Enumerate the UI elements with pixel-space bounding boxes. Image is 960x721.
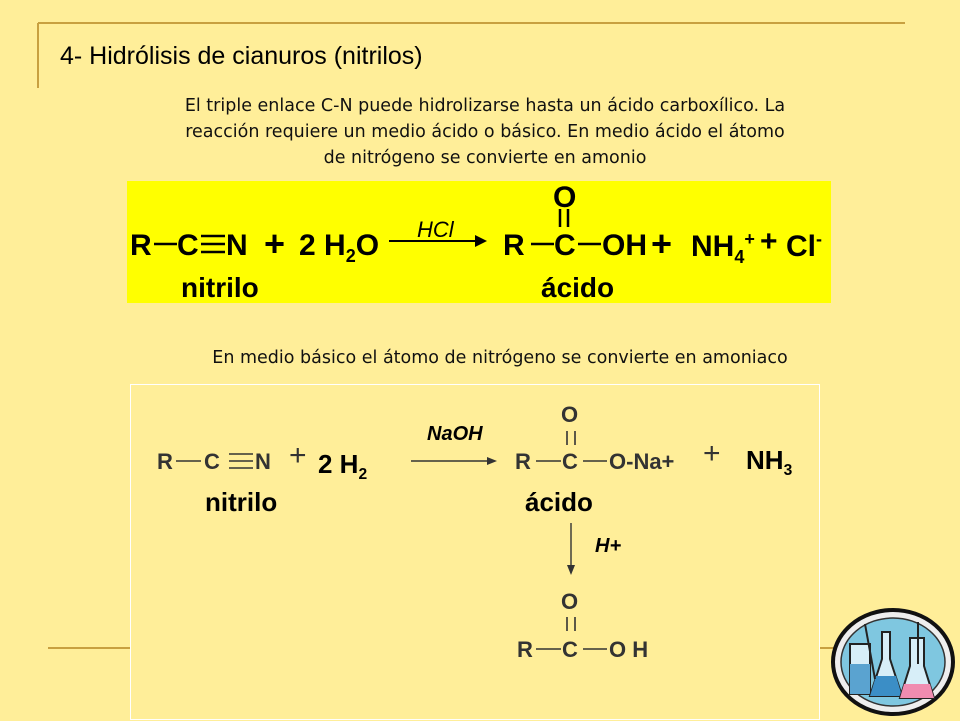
acid-c: C <box>177 229 199 262</box>
intro-line-1: El triple enlace C-N puede hidrolizarse hasta un ácido carboxílico. La <box>184 96 786 116</box>
acid-plus-3: + <box>760 225 778 258</box>
basic-plus-1: + <box>289 439 307 472</box>
intro-line-3: de nitrógeno se convierte en amonio <box>323 148 647 168</box>
basic-water: 2 $H_2$ <box>318 449 368 484</box>
intro-line-2: reacción requiere un medio ácido o básico. En medio ácido el átomo <box>185 122 785 142</box>
basic-r3: R <box>517 637 533 662</box>
acid-plus-2: + <box>651 223 673 264</box>
acid-r: R <box>130 229 152 262</box>
acid-label-acido: ácido <box>541 272 615 303</box>
basic-oh: O H <box>609 637 649 662</box>
acid-label-nitrilo: nitrilo <box>181 272 259 303</box>
acid-chloride: Cl- <box>786 229 822 263</box>
slide-title: 4- Hidrólisis de cianuros (nitrilos) <box>60 42 423 70</box>
basic-label-acido: ácido <box>525 487 593 517</box>
lab-flasks-icon <box>830 604 956 716</box>
acid-plus-1: + <box>264 223 286 264</box>
basic-c: C <box>204 449 220 474</box>
acid-catalyst: HCl <box>417 217 454 242</box>
acid-ammonium: $NH_4^+$ <box>691 229 755 267</box>
acid-o-top: O <box>553 181 577 214</box>
basic-plus-2: + <box>703 437 721 470</box>
acid-n: N <box>226 229 248 262</box>
acid-water: 2 $H_2O$ <box>299 229 380 266</box>
basic-c2: C <box>562 449 578 474</box>
basic-label-nitrilo: nitrilo <box>205 487 278 517</box>
basic-o-top: O <box>561 402 579 427</box>
acid-oh: OH <box>602 229 647 262</box>
basic-acid-catalyst: H+ <box>595 535 622 557</box>
basic-r: R <box>157 449 173 474</box>
basic-ammonia: $NH_3$ <box>746 445 793 480</box>
basic-paragraph: En medio básico el átomo de nitrógeno se convierte en amoniaco <box>212 348 788 368</box>
basic-o-top-2: O <box>561 589 579 614</box>
basic-ona: O-Na+ <box>609 449 675 474</box>
acid-reaction-panel <box>127 181 831 303</box>
intro-paragraph <box>60 93 910 171</box>
acid-c2: C <box>554 229 576 262</box>
basic-catalyst: NaOH <box>427 423 483 445</box>
basic-reaction-panel <box>130 384 820 720</box>
acid-r2: R <box>503 229 525 262</box>
basic-n: N <box>255 449 271 474</box>
basic-c3: C <box>562 637 578 662</box>
basic-r2: R <box>515 449 531 474</box>
